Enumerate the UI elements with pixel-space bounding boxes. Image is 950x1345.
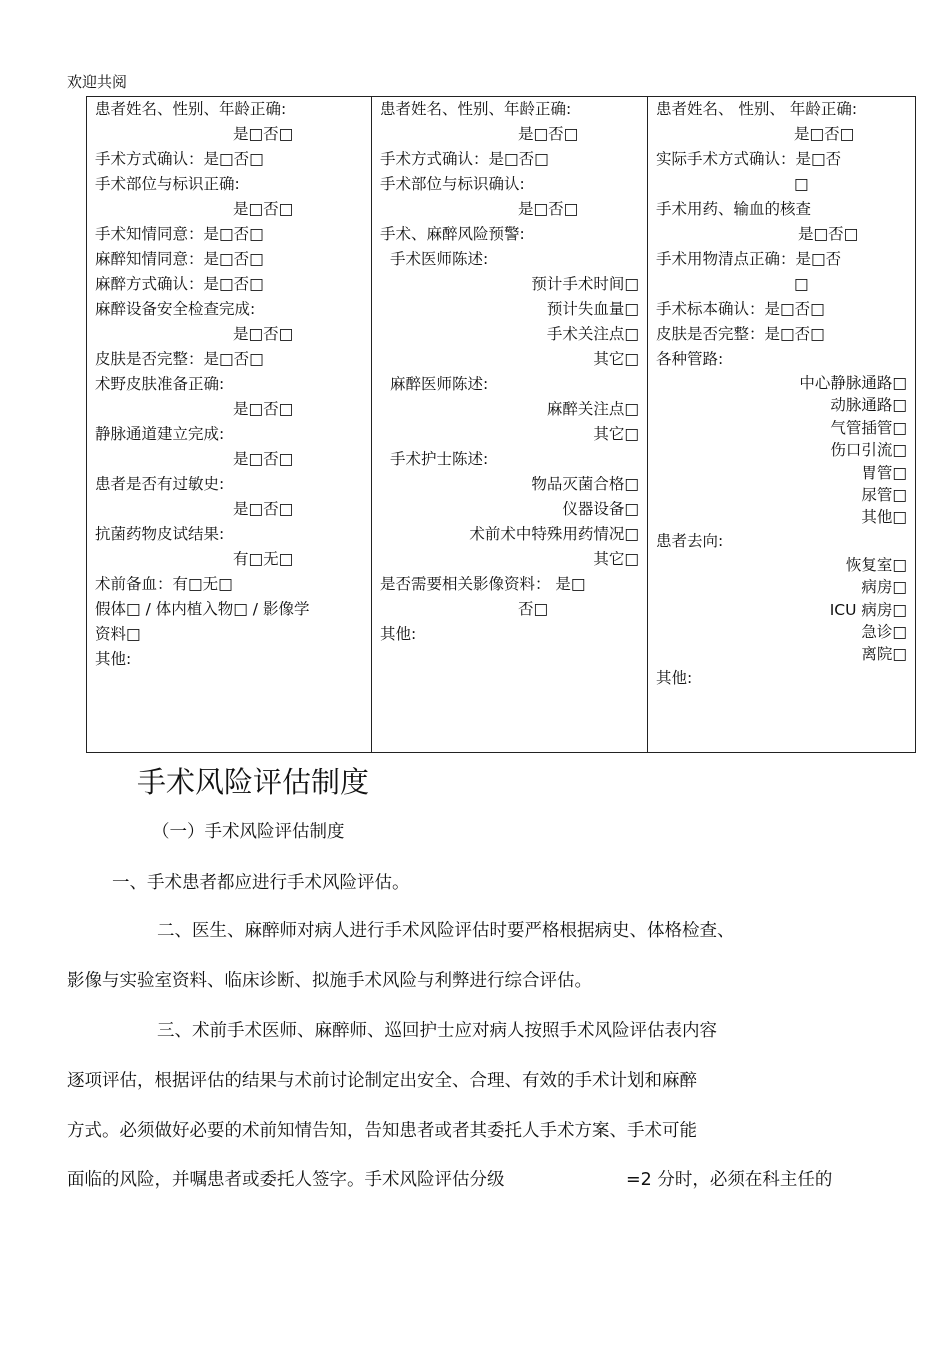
checkbox-yes-no[interactable]: 是□否□ xyxy=(233,325,294,343)
checklist-option[interactable]: 其它□ xyxy=(593,350,639,368)
checklist-option[interactable]: 中心静脉通路□ xyxy=(799,374,907,392)
checklist-item[interactable]: 手术知情同意：是□否□ xyxy=(95,225,264,243)
checklist-other: 其他: xyxy=(656,668,693,687)
checklist-item[interactable]: 资料□ xyxy=(95,625,141,643)
checklist-option[interactable]: 气管插管□ xyxy=(830,418,907,437)
checklist-item: 各种管路: xyxy=(656,350,724,368)
checklist-item: 患者姓名、 性别、 年龄正确: xyxy=(656,100,858,118)
checklist-item[interactable]: 皮肤是否完整：是□否□ xyxy=(95,350,264,368)
checklist-item[interactable]: 手术方式确认：是□否□ xyxy=(380,150,549,168)
checklist-option[interactable]: 急诊□ xyxy=(861,623,907,642)
checklist-option[interactable]: 离院□ xyxy=(861,645,907,664)
checkbox-yes-no[interactable]: 是□否□ xyxy=(233,450,294,468)
checklist-item: 术野皮肤准备正确: xyxy=(95,375,225,393)
checklist-column-1 xyxy=(87,97,372,753)
checkbox-yes-no[interactable]: 是□否□ xyxy=(518,125,579,143)
checklist-option[interactable]: 其它□ xyxy=(593,425,639,443)
checklist-item: 患者姓名、性别、年龄正确: xyxy=(95,100,287,118)
checkbox-no[interactable]: 否□ xyxy=(518,600,549,618)
checklist-option[interactable]: 物品灭菌合格□ xyxy=(531,475,639,493)
checklist-option[interactable]: 其它□ xyxy=(593,550,639,568)
checkbox-yes-no[interactable]: 是□否□ xyxy=(233,125,294,143)
checklist-item[interactable]: 麻醉知情同意：是□否□ xyxy=(95,250,264,268)
checklist-option[interactable]: 尿管□ xyxy=(861,486,907,505)
paragraph-3-line-2: 逐项评估，根据评估的结果与术前讨论制定出安全、合理、有效的手术计划和麻醉 xyxy=(67,1071,697,1091)
checkbox-yes-no[interactable]: 是□否□ xyxy=(233,200,294,218)
checklist-option[interactable]: 预计失血量□ xyxy=(546,300,639,318)
checkbox-yes-no[interactable]: 是□否□ xyxy=(233,400,294,418)
checklist-option[interactable]: 术前术中特殊用药情况□ xyxy=(469,525,639,543)
checklist-option[interactable]: 手术关注点□ xyxy=(546,325,639,343)
document-subtitle: （一）手术风险评估制度 xyxy=(152,822,345,842)
checkbox-yes-no[interactable]: 是□否□ xyxy=(233,500,294,518)
checklist-item: 手术、麻醉风险预警: xyxy=(380,225,525,243)
checklist-option[interactable]: 病房□ xyxy=(861,578,907,597)
page-header: 欢迎共阅 xyxy=(67,73,128,91)
checklist-column-2 xyxy=(372,97,648,753)
checklist-option[interactable]: 预计手术时间□ xyxy=(531,275,639,293)
checklist-option[interactable]: 其他□ xyxy=(861,508,907,527)
paragraph-3-line-4b: =2 分时，必须在科主任的 xyxy=(626,1170,833,1190)
paragraph-2-line-2: 影像与实验室资料、临床诊断、拟施手术风险与利弊进行综合评估。 xyxy=(67,971,592,991)
checklist-subheading: 手术护士陈述: xyxy=(390,450,489,468)
checklist-item[interactable]: 实际手术方式确认：是□否 xyxy=(656,150,842,168)
paragraph-3-line-1: 三、术前手术医师、麻醉师、巡回护士应对病人按照手术风险评估表内容 xyxy=(157,1021,717,1041)
checklist-item: 手术部位与标识确认: xyxy=(380,175,525,193)
paragraph-2-line-1: 二、医生、麻醉师对病人进行手术风险评估时要严格根据病史、体格检查、 xyxy=(157,921,735,941)
checklist-item: 手术用药、输血的核查 xyxy=(656,200,812,218)
safety-checklist-table xyxy=(86,96,916,753)
checklist-item[interactable]: 手术用物清点正确：是□否 xyxy=(656,250,842,268)
checklist-column-3 xyxy=(648,97,916,753)
checkbox-have-none[interactable]: 有□无□ xyxy=(233,550,294,568)
checkbox-yes-no[interactable]: 是□否□ xyxy=(518,200,579,218)
checkbox-yes-no[interactable]: 是□否□ xyxy=(794,125,855,143)
checklist-option[interactable]: 动脉通路□ xyxy=(830,396,907,415)
checklist-item[interactable]: 是否需要相关影像资料： 是□ xyxy=(380,575,586,593)
checkbox-yes-no[interactable]: 是□否□ xyxy=(798,225,859,243)
checkbox-continuation[interactable]: □ xyxy=(794,175,809,193)
checklist-other: 其他: xyxy=(95,650,132,668)
checklist-item: 患者是否有过敏史: xyxy=(95,475,225,493)
paragraph-1: 一、手术患者都应进行手术风险评估。 xyxy=(112,873,410,893)
checklist-item: 患者去向: xyxy=(656,531,724,550)
checklist-option[interactable]: 恢复室□ xyxy=(845,555,907,574)
checklist-item[interactable]: 手术方式确认：是□否□ xyxy=(95,150,264,168)
document-title: 手术风险评估制度 xyxy=(137,765,370,799)
checklist-item[interactable]: 术前备血：有□无□ xyxy=(95,575,233,593)
checklist-option[interactable]: 麻醉关注点□ xyxy=(546,400,639,418)
checklist-option[interactable]: 伤口引流□ xyxy=(830,441,907,460)
checklist-item: 麻醉设备安全检查完成: xyxy=(95,300,256,318)
checkbox-continuation[interactable]: □ xyxy=(794,275,809,293)
checklist-item: 抗菌药物皮试结果: xyxy=(95,525,225,543)
checklist-subheading: 麻醉医师陈述: xyxy=(390,375,489,393)
checklist-subheading: 手术医师陈述: xyxy=(390,250,489,268)
checklist-option[interactable]: 胃管□ xyxy=(861,463,907,482)
checklist-item[interactable]: 假体□ / 体内植入物□ / 影像学 xyxy=(95,600,310,618)
checklist-option[interactable]: ICU 病房□ xyxy=(829,600,907,619)
checklist-item: 患者姓名、性别、年龄正确: xyxy=(380,100,572,118)
checklist-other: 其他: xyxy=(380,625,417,643)
paragraph-3-line-4a: 面临的风险，并嘱患者或委托人签字。手术风险评估分级 xyxy=(67,1170,505,1190)
checklist-item: 静脉通道建立完成: xyxy=(95,425,225,443)
checklist-item[interactable]: 麻醉方式确认：是□否□ xyxy=(95,275,264,293)
checklist-option[interactable]: 仪器设备□ xyxy=(562,500,639,518)
checklist-item: 手术部位与标识正确: xyxy=(95,175,240,193)
paragraph-3-line-3: 方式。必须做好必要的术前知情告知，告知患者或者其委托人手术方案、手术可能 xyxy=(67,1121,697,1141)
checklist-item[interactable]: 皮肤是否完整：是□否□ xyxy=(656,325,825,343)
checklist-item[interactable]: 手术标本确认：是□否□ xyxy=(656,300,825,318)
